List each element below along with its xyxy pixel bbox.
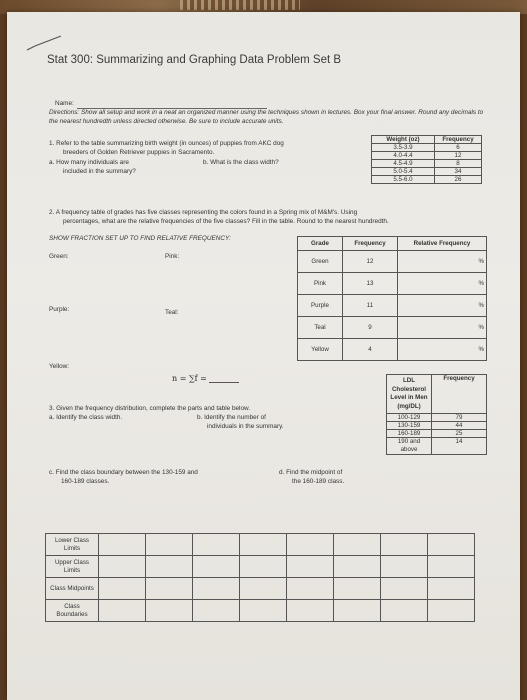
q2-header-relative: Relative Frequency (398, 237, 487, 251)
q3a-text: a. Identify the class width. (49, 414, 123, 421)
table-cell: 4.0-4.4 (372, 152, 435, 160)
q3-ldl-table (386, 374, 487, 455)
table-cell (287, 534, 334, 556)
q2-header-frequency: Frequency (343, 237, 398, 251)
table-cell: 26 (435, 176, 482, 184)
table-cell: 160-189 (387, 430, 432, 438)
q2-label-pink: Pink: (165, 253, 180, 260)
table-cell: 44 (432, 422, 487, 430)
q2-show-setup: SHOW FRACTION SET UP TO FIND RELATIVE FREQUENCY: (49, 235, 231, 242)
table-cell: 8 (435, 160, 482, 168)
table-cell (99, 556, 146, 578)
table-cell (334, 556, 381, 578)
table-cell: 5.5-6.0 (372, 176, 435, 184)
table-cell (240, 534, 287, 556)
table-cell (99, 578, 146, 600)
wood-grain (180, 0, 300, 10)
q2-text-line2: percentages, what are the relative frequencies of the five classes? Fill in the table. Round to the nearest hundredth. (63, 218, 389, 225)
table-cell: 79 (432, 414, 487, 422)
table-cell: 3.5-3.9 (372, 144, 435, 152)
table-cell (428, 600, 475, 622)
table-cell: % (398, 339, 487, 361)
table-cell (334, 600, 381, 622)
table-cell (240, 600, 287, 622)
table-cell: 6 (435, 144, 482, 152)
q2-label-green: Green: (49, 253, 69, 260)
formula-text: n = ∑f = (172, 374, 210, 383)
q2-label-yellow: Yellow: (49, 363, 70, 370)
row-label: Class Boundaries (46, 600, 99, 622)
table-cell (240, 578, 287, 600)
q2-label-purple: Purple: (49, 306, 70, 313)
q2-grade-table (297, 236, 487, 361)
table-cell: % (398, 317, 487, 339)
table-cell: % (398, 273, 487, 295)
table-cell: % (398, 295, 487, 317)
table-cell (381, 578, 428, 600)
table-cell: 34 (435, 168, 482, 176)
table-cell (428, 578, 475, 600)
q3b-line2: individuals in the summary. (207, 423, 284, 430)
q3-text: 3. Given the frequency distribution, complete the parts and table below. (49, 405, 251, 412)
q1-weight-table (371, 135, 482, 184)
table-cell (146, 556, 193, 578)
table-cell: 12 (435, 152, 482, 160)
q2-text-line1: 2. A frequency table of grades has five classes representing the colors found in a Spring mix of M&M's. Using (49, 209, 358, 216)
q3d-line1: d. Find the midpoint of (279, 469, 343, 476)
q1-header-frequency: Frequency (435, 136, 482, 144)
table-cell (99, 600, 146, 622)
table-cell: 4.5-4.9 (372, 160, 435, 168)
table-cell (146, 600, 193, 622)
row-label: Lower Class Limits (46, 534, 99, 556)
table-cell (146, 578, 193, 600)
table-cell (99, 534, 146, 556)
q1-text-line2: breeders of Golden Retriever puppies in Sacramento. (63, 149, 215, 156)
q3d-line2: the 160-189 class. (292, 478, 345, 485)
q3c-line1: c. Find the class boundary between the 130-159 and (49, 469, 198, 476)
row-label: Upper Class Limits (46, 556, 99, 578)
table-cell (146, 534, 193, 556)
table-cell (334, 578, 381, 600)
worksheet-page (7, 12, 520, 700)
table-cell (381, 600, 428, 622)
table-cell (287, 556, 334, 578)
directions-text: Directions: Show all setup and work in a neat an organized manner using the techniques shown in lectures. Box your final answer. Round any decimals to the nearest hundredth unless directed otherwise. Be sure to include accurate units. (49, 109, 484, 125)
table-cell (240, 556, 287, 578)
q2-sum-formula (172, 374, 239, 383)
table-cell: Pink (298, 273, 343, 295)
table-cell: 4 (343, 339, 398, 361)
table-cell: 190 and above (387, 438, 432, 455)
table-cell: 5.0-5.4 (372, 168, 435, 176)
table-cell: 25 (432, 430, 487, 438)
q1a-line1: a. How many individuals are (49, 159, 129, 166)
table-cell (381, 534, 428, 556)
name-label: Name: (55, 100, 74, 107)
q2-label-teal: Teal: (165, 309, 179, 316)
table-cell: 13 (343, 273, 398, 295)
table-cell (193, 578, 240, 600)
table-cell: 100-129 (387, 414, 432, 422)
q1b-text: b. What is the class width? (203, 159, 279, 166)
table-cell (334, 534, 381, 556)
table-cell: 9 (343, 317, 398, 339)
table-cell: Purple (298, 295, 343, 317)
table-cell: Green (298, 251, 343, 273)
table-cell: Yellow (298, 339, 343, 361)
q2-header-grade: Grade (298, 237, 343, 251)
table-cell (428, 556, 475, 578)
table-cell (381, 556, 428, 578)
formula-blank (209, 375, 239, 383)
table-cell (193, 534, 240, 556)
pen-checkmark (25, 34, 65, 54)
table-cell (193, 556, 240, 578)
table-cell (193, 600, 240, 622)
q1-header-weight: Weight (oz) (372, 136, 435, 144)
q1a-line2: included in the summary? (63, 168, 136, 175)
q3-header-frequency: Frequency (432, 375, 487, 414)
table-cell (287, 578, 334, 600)
table-cell (428, 534, 475, 556)
row-label: Class Midpoints (46, 578, 99, 600)
table-cell: 12 (343, 251, 398, 273)
q1-text-line1: 1. Refer to the table summarizing birth weight (in ounces) of puppies from AKC dog (49, 140, 284, 147)
table-cell (287, 600, 334, 622)
table-cell: % (398, 251, 487, 273)
table-cell: 11 (343, 295, 398, 317)
table-cell: 130-159 (387, 422, 432, 430)
page-title: Stat 300: Summarizing and Graphing Data Problem Set B (47, 54, 342, 66)
q3c-line2: 160-189 classes. (61, 478, 110, 485)
q3-header-ldl: LDL Cholesterol Level in Men (mg/DL) (387, 375, 432, 414)
class-limits-table (45, 533, 475, 622)
table-cell: 14 (432, 438, 487, 455)
q3b-line1: b. Identify the number of (197, 414, 266, 421)
table-cell: Teal (298, 317, 343, 339)
